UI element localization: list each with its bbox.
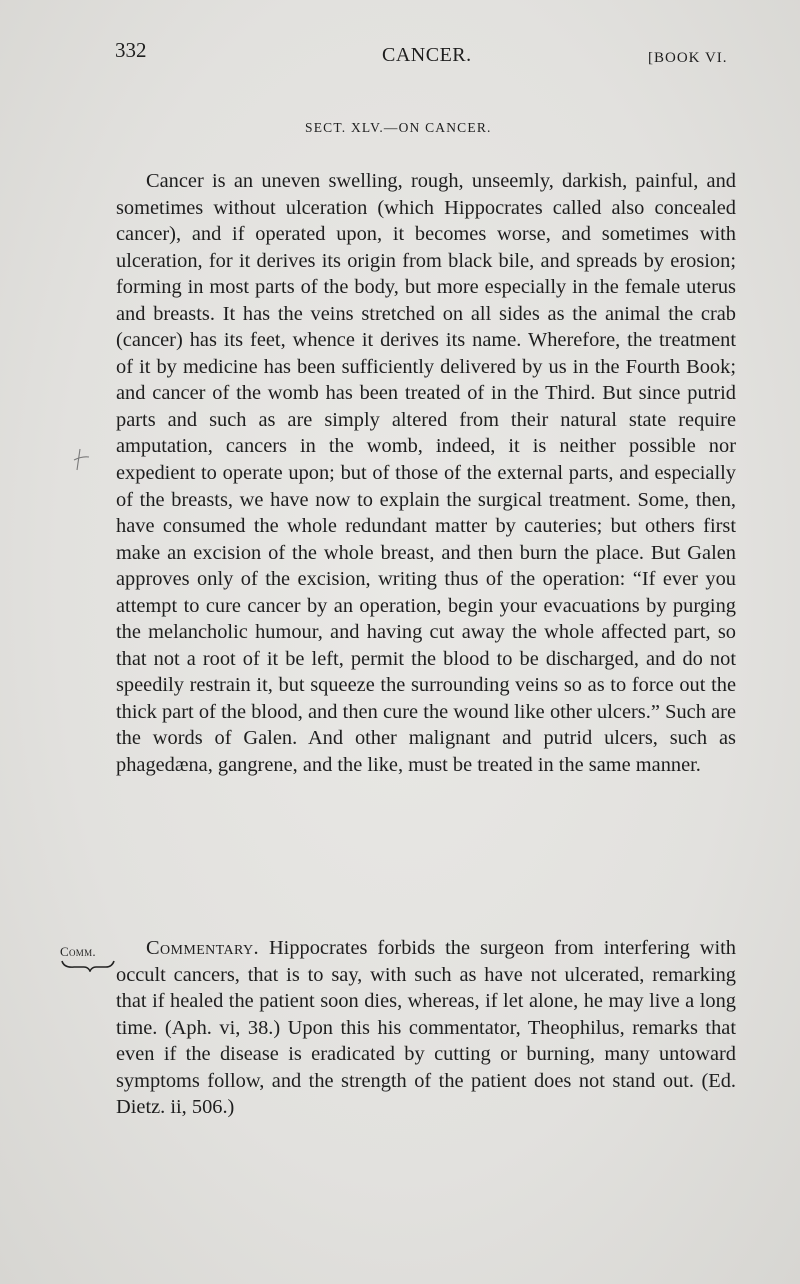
- margin-note: Comm.: [60, 944, 96, 959]
- commentary-text: Hippocrates forbids the surgeon from interfering with occult cancers, that is to say, with such as have not ulcerated, remarking that if healed the patient soon dies, whereas, if let alone, he may live a long time. (Aph. vi, 38.) Upon this his commentator, Theophilus, remarks that even if the disease is eradicated by cutting or burning, many untoward symptoms follow, and the strength of the patient does not stand out. (Ed. Dietz. ii, 506.): [116, 937, 736, 1119]
- commentary-paragraph: [116, 935, 736, 1121]
- margin-brace-icon: [60, 958, 116, 972]
- commentary-label: Commentary.: [146, 937, 259, 959]
- book-reference: [BOOK VI.: [648, 50, 728, 66]
- main-paragraph: Cancer is an uneven swelling, rough, unseemly, darkish, painful, and sometimes without ulceration (which Hippocrates called also concealed cancer), and if operated upon, it becomes worse, and sometimes with ulceration, for it derives its origin from black bile, and spreads by erosion; forming in most parts of the body, but more especially in the female uterus and breasts. It has the veins stretched on all sides as the animal the crab (cancer) has its feet, whence it derives its name. Wherefore, the treatment of it by medicine has been sufficiently delivered by us in the Fourth Book; and cancer of the womb has been treated of in the Third. But since putrid parts and such as are simply altered from their natural state require amputation, cancers in the womb, indeed, it is neither possible nor expedient to operate upon; but of those of the external parts, and especially of the breasts, we have now to explain the surgical treatment. Some, then, have consumed the whole redundant matter by cauteries; but others first make an excision of the whole breast, and then burn the place. But Galen approves only of the excision, writing thus of the operation: “If ever you attempt to cure cancer by an operation, begin your evacuations by purging the melancholic humour, and having cut away the whole affected part, so that not a root of it be left, permit the blood to be discharged, and do not speedily restrain it, but squeeze the surrounding veins so as to force out the thick part of the blood, and then cure the wound like other ulcers.” Such are the words of Galen. And other malignant and putrid ulcers, such as phagedæna, gangrene, and the like, must be treated in the same manner.: [116, 170, 736, 777]
- section-title: SECT. XLV.—ON CANCER.: [305, 120, 492, 135]
- running-title: CANCER.: [382, 44, 472, 66]
- pencil-mark-icon: [70, 448, 92, 472]
- page-number: 332: [115, 38, 147, 62]
